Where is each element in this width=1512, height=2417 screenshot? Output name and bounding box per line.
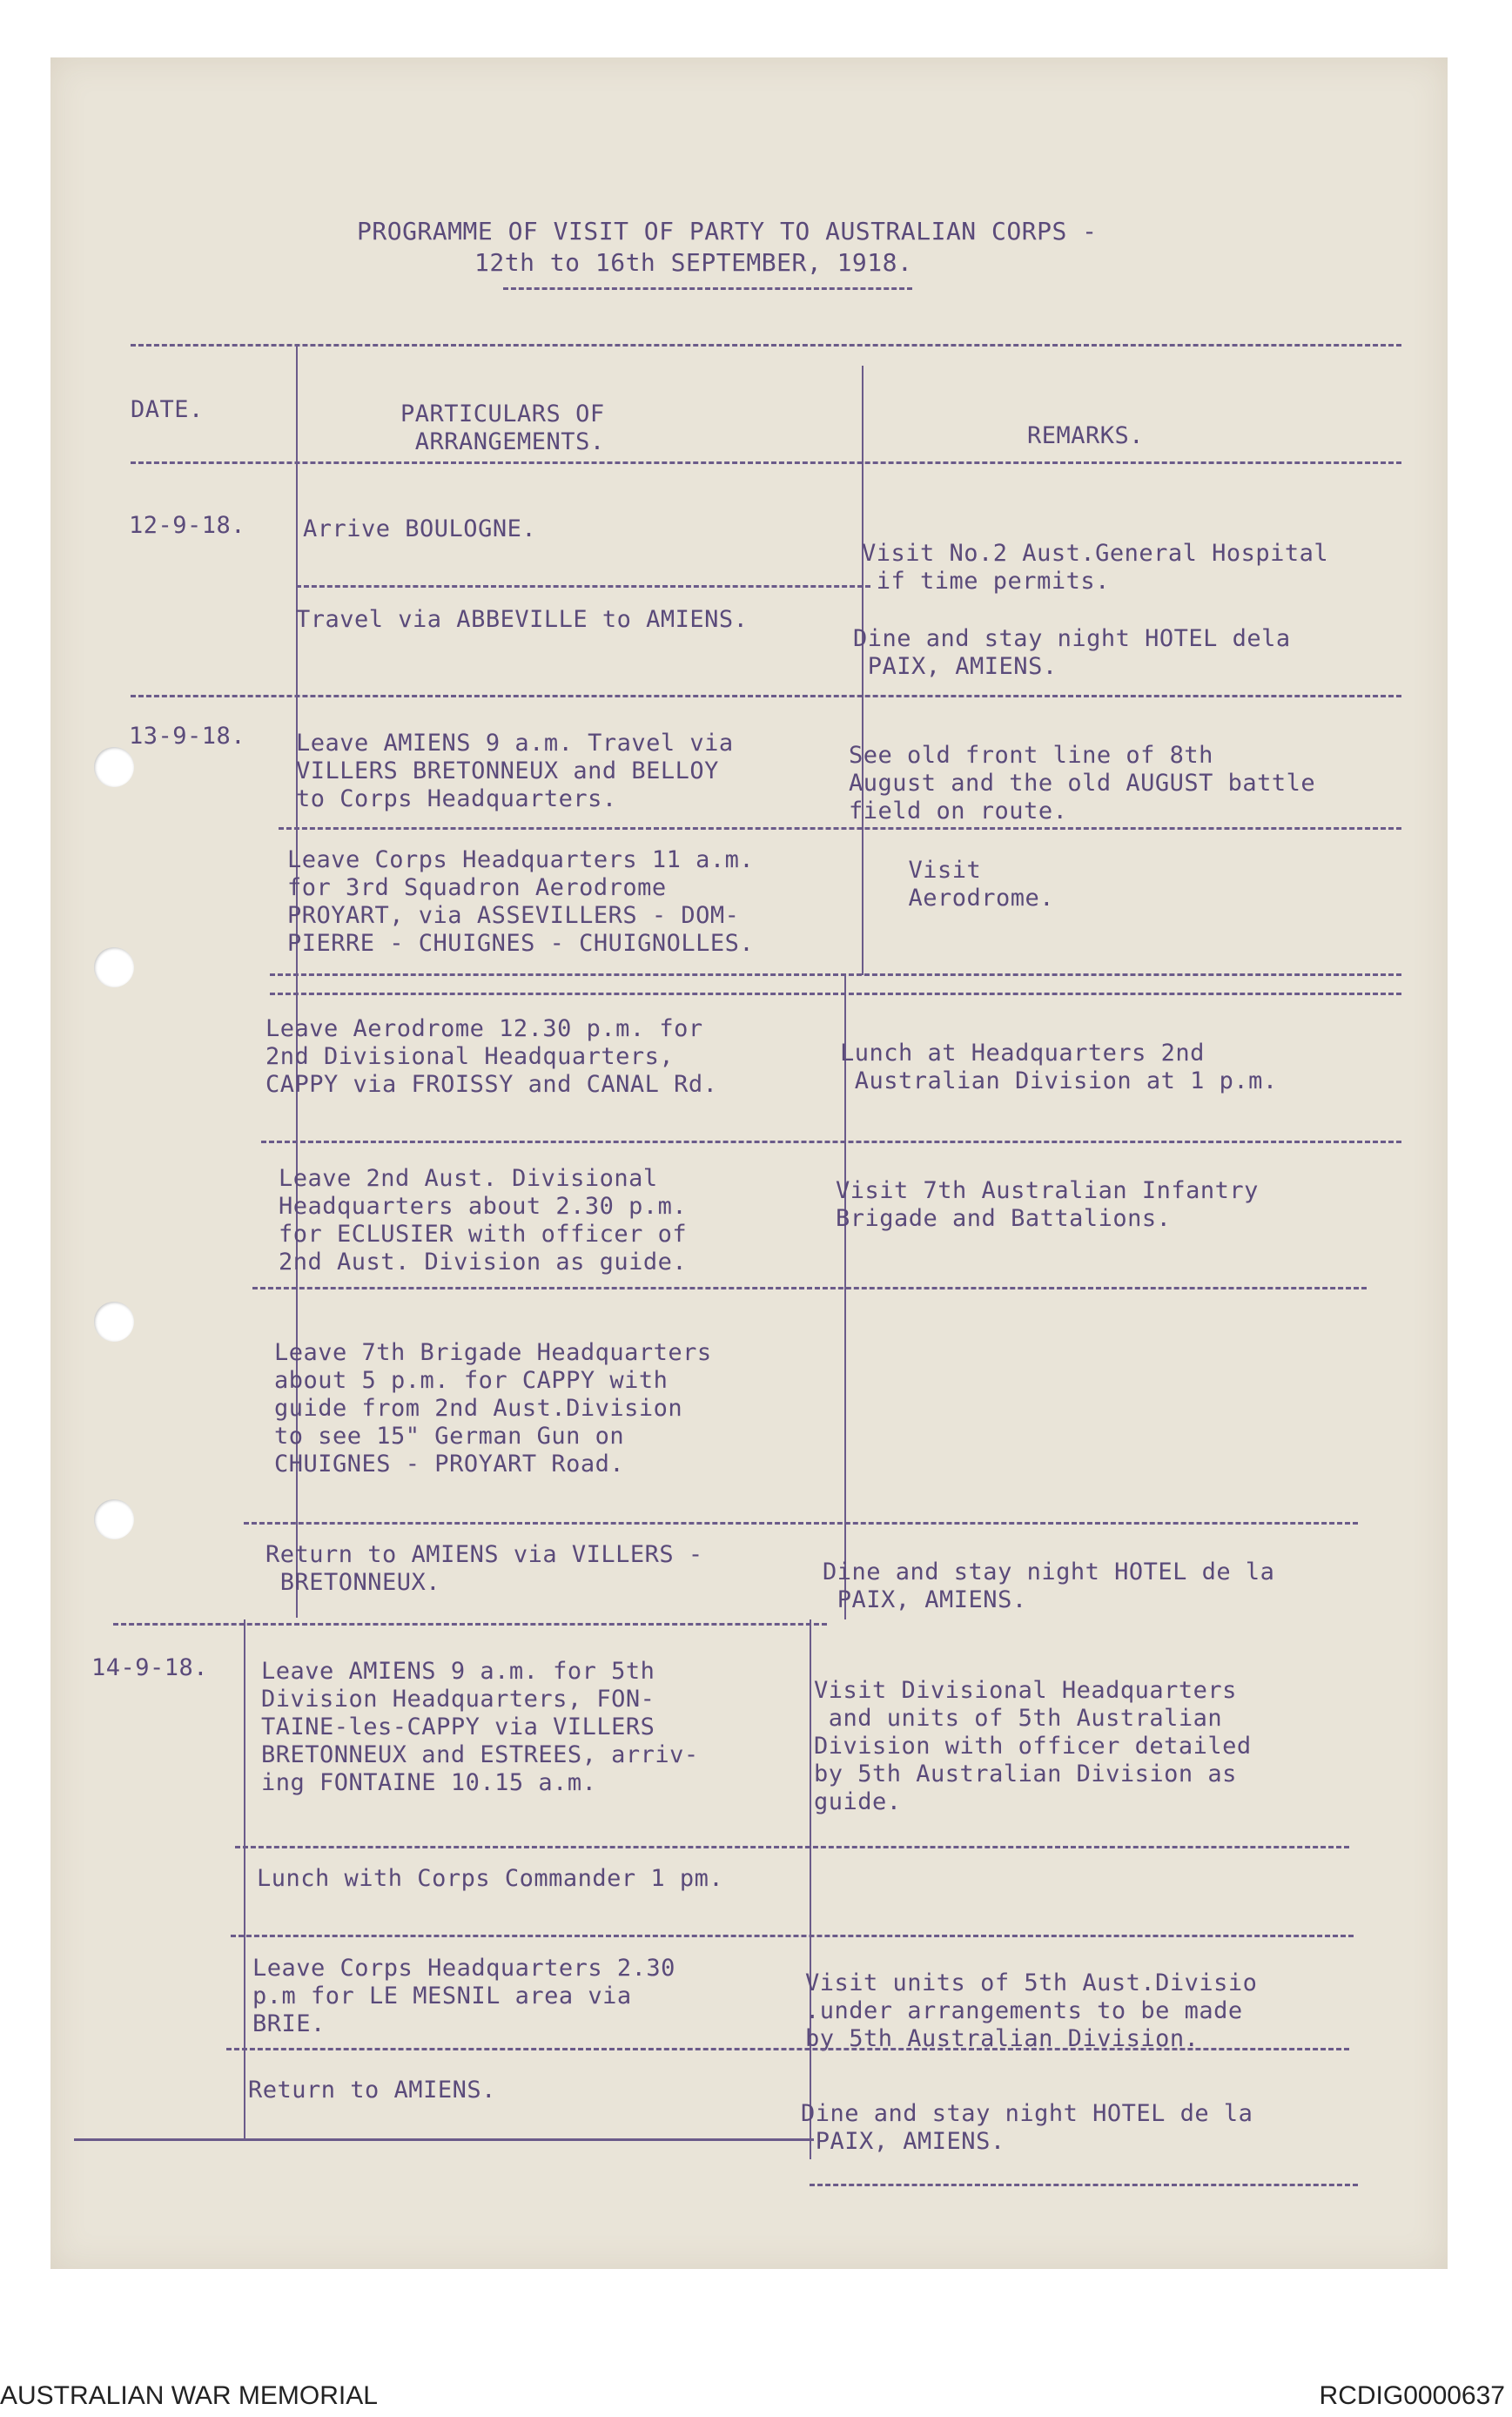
punch-hole <box>94 947 134 987</box>
row-divider <box>244 1522 1358 1525</box>
header-bottom-rule <box>131 461 1401 464</box>
row-remarks: Visit No.2 Aust.General Hospital if time permits. <box>862 540 1329 595</box>
row-particulars: Leave Corps Headquarters 11 a.m. for 3rd Squadron Aerodrome PROYART, via ASSEVILLERS - DOM- PIERRE - CHUIGNES - CHUIGNOLLES. <box>287 846 755 957</box>
row-divider <box>270 993 1401 995</box>
row-remarks: Lunch at Headquarters 2nd Australian Division at 1 p.m. <box>840 1040 1278 1094</box>
table-bottom-rule-right <box>810 2184 1358 2186</box>
row-divider <box>261 1141 1401 1143</box>
header-remarks: REMARKS. <box>1027 422 1145 449</box>
row-divider <box>279 827 1401 830</box>
row-remarks: Visit Aerodrome. <box>908 857 1055 912</box>
row-remarks: Visit units of 5th Aust.Divisio .under arrangements to be made by 5th Australian Division. <box>805 1969 1258 2052</box>
row-particulars: Leave 7th Brigade Headquarters about 5 p.m. for CAPPY with guide from 2nd Aust.Division to see 15" German Gun on CHUIGNES - PROYART Road. <box>274 1339 712 1478</box>
row-remarks: See old front line of 8th August and the old AUGUST battle field on route. <box>849 742 1316 825</box>
document-title-line1: PROGRAMME OF VISIT OF PARTY TO AUSTRALIAN CORPS - <box>357 217 1098 246</box>
row-remarks: Visit 7th Australian Infantry Brigade and Battalions. <box>836 1177 1259 1232</box>
punch-hole <box>94 1499 134 1539</box>
row-divider <box>131 695 1401 697</box>
column-divider-2-lower <box>810 1619 811 2159</box>
header-date: DATE. <box>131 396 204 423</box>
row-particulars: Arrive BOULOGNE. <box>303 515 537 542</box>
row-divider <box>296 585 870 588</box>
row-divider <box>231 1935 1354 1937</box>
row-date: 12-9-18. <box>129 512 246 539</box>
document-title-line2: 12th to 16th SEPTEMBER, 1918. <box>474 248 913 277</box>
table-top-rule <box>131 344 1401 347</box>
row-particulars: Return to AMIENS via VILLERS - BRETONNEUX. <box>265 1541 703 1596</box>
row-divider <box>226 2048 1349 2050</box>
row-remarks: Dine and stay night HOTEL dela PAIX, AMIENS. <box>853 625 1291 680</box>
row-particulars: Leave AMIENS 9 a.m. Travel via VILLERS BRETONNEUX and BELLOY to Corps Headquarters. <box>296 730 734 812</box>
punch-hole <box>94 1302 134 1342</box>
row-divider <box>270 973 1401 976</box>
archive-credit: AUSTRALIAN WAR MEMORIAL <box>0 2381 378 2410</box>
row-particulars: Return to AMIENS. <box>248 2077 496 2104</box>
row-remarks: Dine and stay night HOTEL de la PAIX, AMIENS. <box>801 2100 1253 2155</box>
row-divider <box>252 1287 1367 1289</box>
row-date: 13-9-18. <box>129 723 246 750</box>
row-particulars: Leave 2nd Aust. Divisional Headquarters about 2.30 p.m. for ECLUSIER with officer of 2nd Aust. Division as guide. <box>279 1165 688 1276</box>
table-bottom-rule <box>74 2138 814 2141</box>
row-date: 14-9-18. <box>91 1654 209 1681</box>
header-particulars: PARTICULARS OF ARRANGEMENTS. <box>400 401 605 455</box>
row-particulars: Leave AMIENS 9 a.m. for 5th Division Headquarters, FON- TAINE-les-CAPPY via VILLERS BRETONNEUX and ESTREES, arriv- ing FONTAINE 10.15 a.m. <box>261 1658 699 1796</box>
archive-id: RCDIG0000637 <box>1319 2381 1505 2410</box>
row-divider <box>235 1846 1349 1848</box>
row-particulars: Travel via ABBEVILLE to AMIENS. <box>296 606 749 633</box>
row-particulars: Lunch with Corps Commander 1 pm. <box>257 1865 724 1892</box>
row-divider <box>113 1623 827 1626</box>
document-page <box>50 57 1448 2269</box>
title-underline <box>503 287 912 290</box>
row-remarks: Dine and stay night HOTEL de la PAIX, AMIENS. <box>823 1559 1275 1613</box>
row-particulars: Leave Aerodrome 12.30 p.m. for 2nd Divisional Headquarters, CAPPY via FROISSY and CANAL Rd. <box>265 1015 718 1098</box>
row-remarks: Visit Divisional Headquarters and units of 5th Australian Division with officer detailed by 5th Australian Division as guide. <box>814 1677 1252 1815</box>
punch-hole <box>94 747 134 787</box>
column-divider-1-lower <box>244 1619 245 2140</box>
row-particulars: Leave Corps Headquarters 2.30 p.m for LE MESNIL area via BRIE. <box>252 1955 675 2037</box>
